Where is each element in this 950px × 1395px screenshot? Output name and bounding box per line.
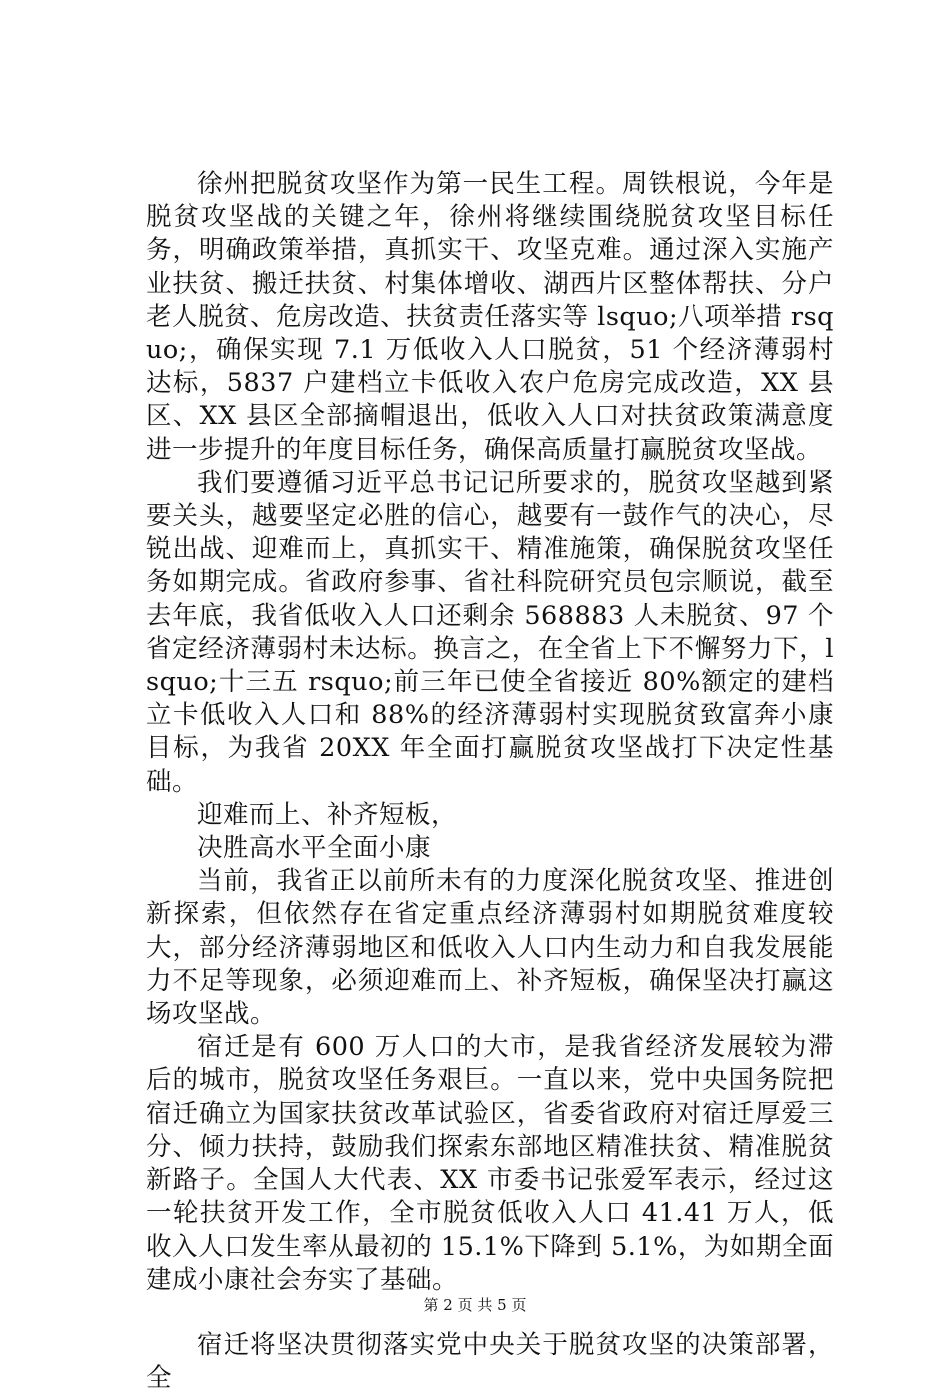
paragraph-suqian-continued: 宿迁将坚决贯彻落实党中央关于脱贫攻坚的决策部署，全 [146, 1329, 834, 1394]
document-body [146, 168, 834, 1395]
paragraph-xuzhou: 徐州把脱贫攻坚作为第一民生工程。周铁根说，今年是脱贫攻坚战的关键之年，徐州将继续围绕脱贫攻坚目标任务，明确政策举措，真抓实干、攻坚克难。通过深入实施产业扶贫、搬迁扶贫、村集体增收、湖西片区整体帮扶、分户老人脱贫、危房改造、扶贫责任落实等 lsquo;八项举措 rsquo;，确保实现 7.1 万低收入人口脱贫，51 个经济薄弱村达标，5837 户建档立卡低收入农户危房完成改造，XX 县区、XX 县区全部摘帽退出，低收入人口对扶贫政策满意度进一步提升的年度目标任务，确保高质量打赢脱贫攻坚战。 [146, 169, 834, 465]
page-footer: 第 2 页 共 5 页 [423, 1296, 527, 1314]
subheading-line-1: 迎难而上、补齐短板， [197, 799, 458, 830]
paragraph-current-situation: 当前，我省正以前所未有的力度深化脱贫攻坚、推进创新探索，但依然存在省定重点经济薄弱村如期脱贫难度较大，部分经济薄弱地区和低收入人口内生动力和自我发展能力不足等现象，必须迎难而上、补齐短板，确保坚决打赢这场攻坚战。 [146, 866, 834, 1030]
paragraph-suqian: 宿迁是有 600 万人口的大市，是我省经济发展较为滞后的城市，脱贫攻坚任务艰巨。一直以来，党中央国务院把宿迁确立为国家扶贫改革试验区，省委省政府对宿迁厚爱三分、倾力扶持，鼓励我们探索东部地区精准扶贫、精准脱贫新路子。全国人大代表、XX 市委书记张爱军表示，经过这一轮扶贫开发工作，全市脱贫低收入人口 41.41 万人，低收入人口发生率从最初的 15.1%下降到 5.1%，为如期全面建成小康社会夯实了基础。 [146, 1032, 834, 1295]
subheading-line-2: 决胜高水平全面小康 [197, 833, 432, 864]
paragraph-requirements: 我们要遵循习近平总书记记所要求的，脱贫攻坚越到紧要关头，越要坚定必胜的信心，越要有一鼓作气的决心，尽锐出战、迎难而上，真抓实干、精准施策，确保脱贫攻坚任务如期完成。省政府参事、省社科院研究员包宗顺说，截至去年底，我省低收入人口还剩余 568883 人未脱贫、97 个省定经济薄弱村未达标。换言之，在全省上下不懈努力下，lsquo;十三五 rsquo;前三年已使全省接近 80%额定的建档立卡低收入人口和 88%的经济薄弱村实现脱贫致富奔小康目标，为我省 20XX 年全面打赢脱贫攻坚战打下决定性基础。 [146, 467, 835, 797]
